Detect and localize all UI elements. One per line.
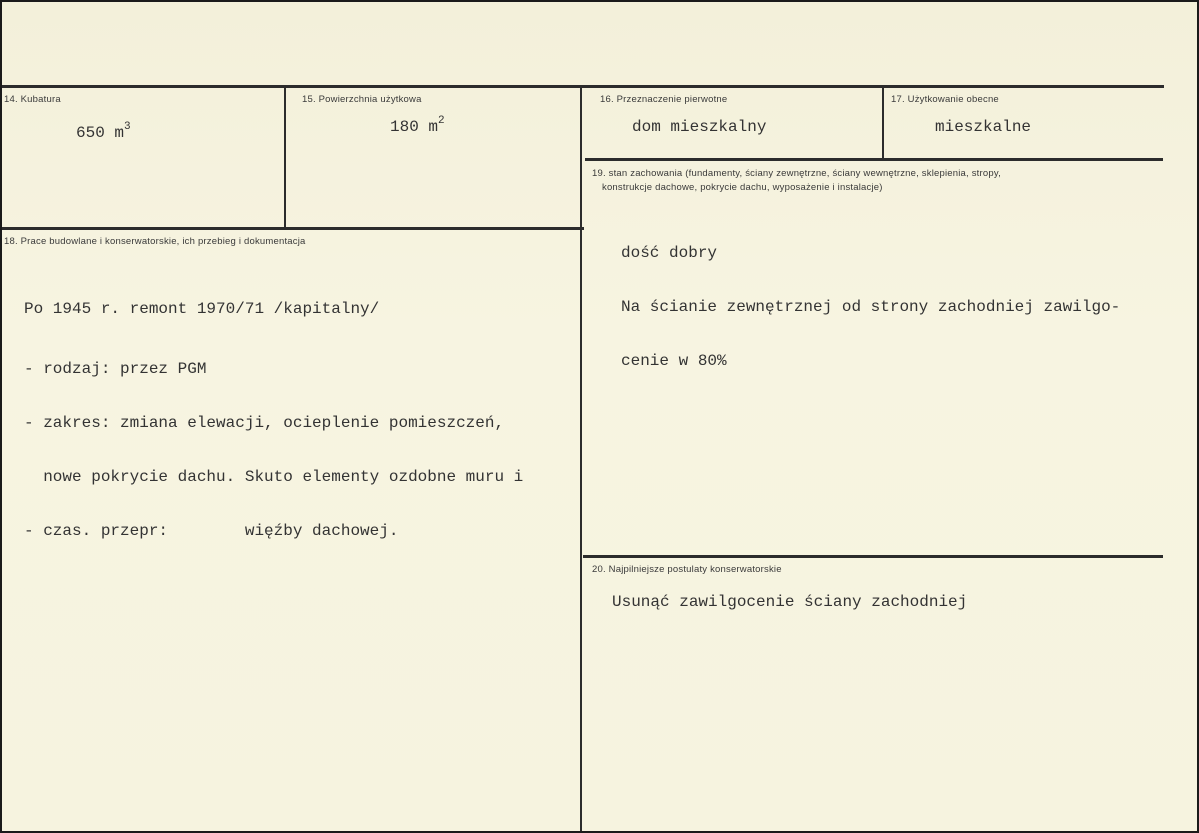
field-18-text	[24, 264, 523, 576]
field-19-label-line2: konstrukcje dachowe, pokrycie dachu, wyposażenie i instalacje)	[602, 182, 883, 193]
field-14-number: 650 m	[76, 124, 125, 142]
field-18-label: 18. Prace budowlane i konserwatorskie, ich przebieg i dokumentacja	[4, 236, 306, 247]
field-20-label: 20. Najpilniejsze postulaty konserwatorskie	[592, 564, 782, 575]
divider-16-17	[882, 86, 884, 159]
field-18-line: - zakres: zmiana elewacji, ocieplenie pomieszczeń,	[24, 414, 505, 432]
rule-above-20	[583, 555, 1163, 558]
field-18-line: nowe pokrycie dachu. Skuto elementy ozdobne muru i	[24, 468, 524, 486]
field-19-label-line1: 19. stan zachowania (fundamenty, ściany zewnętrzne, ściany wewnętrzne, sklepienia, stropy,	[592, 168, 1001, 179]
field-18-line: - czas. przepr: więźby dachowej.	[24, 522, 399, 540]
field-19-line: cenie w 80%	[621, 352, 727, 370]
field-18-line: Po 1945 r. remont 1970/71 /kapitalny/	[24, 300, 380, 318]
divider-14-15	[284, 86, 286, 228]
field-17-label: 17. Użytkowanie obecne	[891, 94, 999, 105]
field-15-value	[390, 115, 445, 136]
field-15-label: 15. Powierzchnia użytkowa	[302, 94, 422, 105]
field-15-number: 180 m	[390, 118, 439, 136]
field-19-line: dość dobry	[621, 244, 718, 262]
top-rule	[2, 85, 1164, 88]
field-20-value: Usunąć zawilgocenie ściany zachodniej	[612, 593, 968, 611]
center-divider	[580, 86, 582, 831]
rule-above-18	[2, 227, 584, 230]
field-16-value: dom mieszkalny	[632, 118, 767, 136]
field-15-exponent: 2	[438, 115, 445, 127]
field-19-text	[621, 208, 1120, 406]
field-14-exponent: 3	[124, 121, 131, 133]
field-17-value: mieszkalne	[935, 118, 1032, 136]
rule-below-16-17	[585, 158, 1163, 161]
field-19-line: Na ścianie zewnętrznej od strony zachodniej zawilgo-	[621, 298, 1121, 316]
field-18-line: - rodzaj: przez PGM	[24, 360, 207, 378]
field-14-label: 14. Kubatura	[4, 94, 61, 105]
field-16-label: 16. Przeznaczenie pierwotne	[600, 94, 728, 105]
field-14-value	[76, 121, 131, 142]
